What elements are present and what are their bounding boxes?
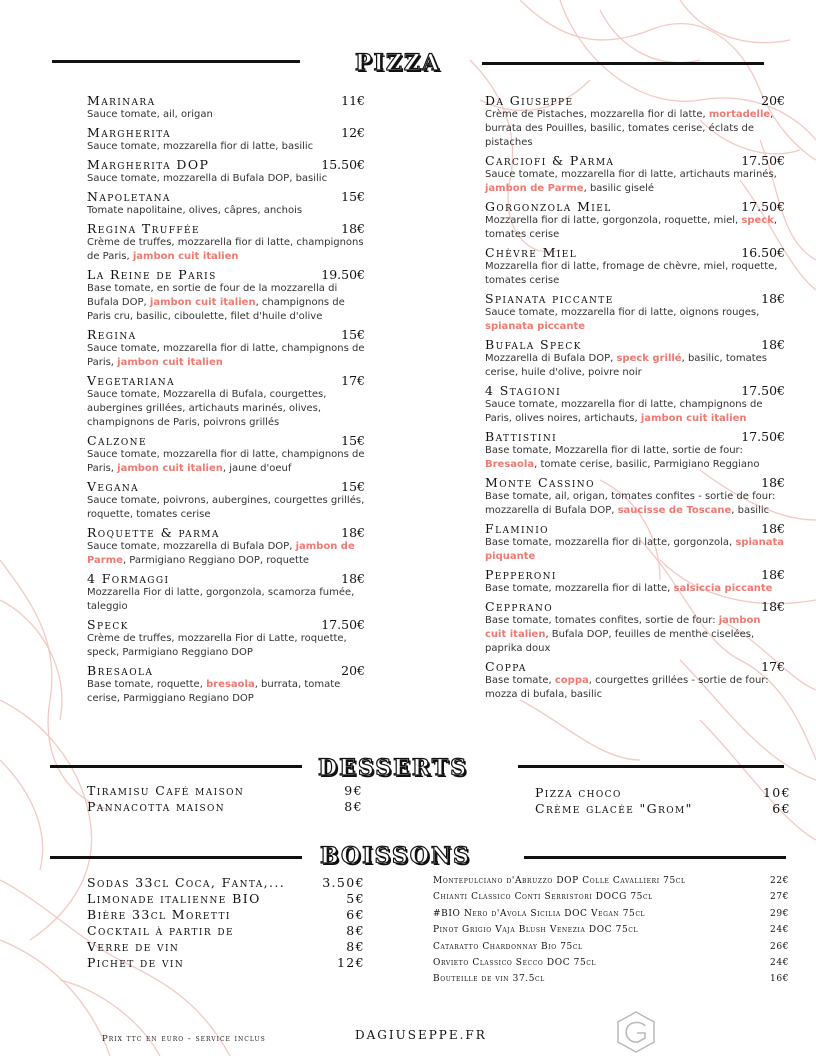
item-description <box>87 448 367 476</box>
item-price: 17.50€ <box>741 383 785 398</box>
highlight-ingredient: salsiccia piccante <box>673 583 773 594</box>
menu-item <box>485 475 785 518</box>
description-text: Sauce tomate, mozzarella fior di latte, champignons de Paris, <box>87 343 365 368</box>
item-name: Da Giuseppe <box>485 93 574 108</box>
item-description <box>87 494 367 522</box>
description-text: Crème de Pistaches, mozzarella fior di latte, <box>485 109 709 120</box>
menu-item <box>485 567 785 596</box>
row-name: Verre de vin <box>87 939 180 954</box>
item-description <box>485 582 785 596</box>
footer-price-note: Prix ttc en euro - service inclus <box>102 1034 266 1044</box>
menu-item <box>485 659 785 702</box>
item-name: 4 Stagioni <box>485 383 562 398</box>
menu-row <box>87 891 365 907</box>
item-name: Coppa <box>485 659 527 674</box>
row-name: Limonade italienne BIO <box>87 891 261 906</box>
description-text: , burrata, tomate cerise, Parmiggiano Regiano DOP <box>87 679 341 704</box>
item-name: Pepperoni <box>485 567 557 582</box>
row-price: 3.50€ <box>322 875 365 890</box>
row-name: Sodas 33cl Coca, Fanta,... <box>87 875 286 890</box>
highlight-ingredient: jambon cuit italien <box>132 251 239 262</box>
item-description <box>485 490 785 518</box>
menu-item <box>87 93 367 122</box>
item-name: Bufala Speck <box>485 337 582 352</box>
boissons-section-title: BOISSONS <box>320 843 471 869</box>
description-text: Crème de truffes, mozzarella fior di latte, champignons de Paris, <box>87 237 364 262</box>
item-description <box>485 614 785 656</box>
description-text: Mozzarella fior di latte, fromage de chèvre, miel, roquette, tomates cerise <box>485 261 778 286</box>
row-price: 27€ <box>770 892 789 903</box>
highlight-ingredient: jambon de Parme <box>485 183 584 194</box>
item-description <box>87 282 367 324</box>
row-price: 8€ <box>346 939 365 954</box>
item-price: 11€ <box>341 93 365 108</box>
item-name: Calzone <box>87 433 147 448</box>
highlight-ingredient: jambon cuit italien <box>640 413 747 424</box>
menu-item <box>485 599 785 656</box>
item-name: La Reine de Paris <box>87 267 217 282</box>
description-text: Base tomate, mozzarella fior di latte, gorgonzola, <box>485 537 736 548</box>
item-name: Margherita DOP <box>87 157 210 172</box>
item-description <box>485 168 785 196</box>
highlight-ingredient: coppa <box>554 675 589 686</box>
row-price: 12€ <box>336 955 365 970</box>
row-name: Pannacotta maison <box>87 799 226 814</box>
item-price: 17€ <box>761 659 785 674</box>
item-name: Vegana <box>87 479 140 494</box>
menu-row <box>433 922 789 938</box>
description-text: Sauce tomate, mozzarella fior di latte, artichauts marinés, <box>485 169 777 180</box>
description-text: , tomate cerise, basilic, Parmigiano Reggiano <box>534 459 760 470</box>
row-name: Pizza choco <box>535 785 622 800</box>
description-text: Tomate napolitaine, olives, câpres, anchois <box>87 205 303 216</box>
description-text: , burrata des Pouilles, basilic, tomates cerise, éclats de pistaches <box>485 109 774 148</box>
item-description <box>87 204 367 218</box>
item-price: 18€ <box>761 521 785 536</box>
row-price: 8€ <box>346 923 365 938</box>
row-name: Bière 33cl Moretti <box>87 907 231 922</box>
row-name: Cataratto Chardonnay Bio 75cl <box>433 941 583 952</box>
pizza-rule-right <box>482 62 764 65</box>
menu-item <box>485 199 785 242</box>
item-name: Regina Truffée <box>87 221 201 236</box>
menu-item <box>485 291 785 334</box>
menu-row <box>433 906 789 922</box>
highlight-ingredient: speck grillé <box>616 353 682 364</box>
item-description <box>485 398 785 426</box>
menu-item <box>87 663 367 706</box>
row-price: 5€ <box>346 891 365 906</box>
menu-item <box>87 189 367 218</box>
boissons-rule-right <box>524 856 786 859</box>
menu-item <box>87 221 367 264</box>
row-name: Pichet de vin <box>87 955 185 970</box>
menu-item <box>485 337 785 380</box>
item-description <box>87 586 367 614</box>
highlight-ingredient: jambon cuit italien <box>117 463 223 474</box>
item-price: 15€ <box>341 189 365 204</box>
highlight-ingredient: saucisse de Toscane <box>617 505 732 516</box>
highlight-ingredient: bresaola <box>206 679 255 690</box>
menu-row <box>433 955 789 971</box>
item-name: Margherita <box>87 125 172 140</box>
description-text: , Parmigiano Reggiano DOP, roquette <box>122 555 310 566</box>
row-price: 6€ <box>772 801 791 816</box>
description-text: Sauce tomate, mozzarella fior di latte, oignons rouges, <box>485 307 760 318</box>
item-price: 19.50€ <box>321 267 365 282</box>
g-logo-icon <box>612 1008 660 1056</box>
row-price: 8€ <box>344 799 363 814</box>
menu-row <box>433 971 789 987</box>
pizza-list-right <box>485 93 785 705</box>
menu-item <box>485 521 785 564</box>
item-name: Bresaola <box>87 663 154 678</box>
menu-row <box>433 889 789 905</box>
highlight-ingredient: jambon cuit italien <box>149 297 256 308</box>
menu-row <box>87 783 363 799</box>
item-price: 15€ <box>341 327 365 342</box>
item-description <box>87 172 367 186</box>
description-text: , basilic giselé <box>583 183 655 194</box>
item-price: 17€ <box>341 373 365 388</box>
item-name: Cepprano <box>485 599 553 614</box>
description-text: , jaune d'oeuf <box>222 463 292 474</box>
description-text: Base tomate, ail, origan, tomates confites - sortie de four: mozzarella di Bufala DOP, <box>485 491 776 516</box>
menu-item <box>87 327 367 370</box>
menu-row <box>87 923 365 939</box>
row-name: Crème glacée "Grom" <box>535 801 693 816</box>
description-text: Sauce tomate, poivrons, aubergines, courgettes grillés, roquette, tomates cerise <box>87 495 365 520</box>
menu-row <box>87 875 365 891</box>
item-price: 20€ <box>341 663 365 678</box>
item-description <box>485 108 785 150</box>
item-price: 18€ <box>761 599 785 614</box>
menu-item <box>87 525 367 568</box>
highlight-ingredient: spianata piccante <box>485 321 586 332</box>
item-name: 4 Formaggi <box>87 571 170 586</box>
row-price: 22€ <box>770 876 789 886</box>
desserts-rule-left <box>50 765 302 768</box>
description-text: , tomates cerise <box>485 215 778 240</box>
item-price: 18€ <box>341 571 365 586</box>
desserts-rule-right <box>518 765 784 768</box>
boissons-rule-left <box>50 856 302 859</box>
pizza-list-left <box>87 93 367 709</box>
row-name: #BIO Nero d'Avola Sicilia DOC Vegan 75cl <box>433 908 646 919</box>
highlight-ingredient: mortadelle <box>708 109 771 120</box>
description-text: Sauce tomate, mozzarella fior di latte, champignons de Paris, olives noires, artichauts, <box>485 399 763 424</box>
description-text: , courgettes grillées - sortie de four: mozza di bufala, basilic <box>485 675 769 700</box>
pizza-rule-left <box>52 60 300 63</box>
item-description <box>87 388 367 430</box>
item-price: 15.50€ <box>321 157 365 172</box>
item-description <box>485 444 785 472</box>
row-price: 29€ <box>770 908 789 919</box>
item-price: 18€ <box>761 291 785 306</box>
item-name: Flaminio <box>485 521 549 536</box>
highlight-ingredient: speck <box>741 215 774 226</box>
menu-item <box>87 433 367 476</box>
item-name: Battistini <box>485 429 558 444</box>
item-name: Regina <box>87 327 137 342</box>
item-name: Monte Cassino <box>485 475 595 490</box>
item-price: 20€ <box>761 93 785 108</box>
menu-item <box>485 93 785 150</box>
description-text: Base tomate, <box>485 675 555 686</box>
item-price: 18€ <box>761 567 785 582</box>
description-text: Crème de truffes, mozzarella Fior di Latte, roquette, speck, Parmigiano Reggiano DOP <box>87 633 347 658</box>
row-price: 26€ <box>770 941 789 952</box>
menu-item <box>87 373 367 430</box>
menu-item <box>87 479 367 522</box>
menu-row <box>535 785 791 801</box>
menu-item <box>485 429 785 472</box>
menu-row <box>87 939 365 955</box>
row-price: 24€ <box>770 958 789 969</box>
item-price: 17.50€ <box>741 429 785 444</box>
item-description <box>87 140 367 154</box>
item-description <box>87 678 367 706</box>
pizza-section-title: PIZZA <box>355 50 442 76</box>
description-text: Mozzarella Fior di latte, gorgonzola, scamorza fumée, taleggio <box>87 587 355 612</box>
row-price: 6€ <box>346 907 365 922</box>
highlight-ingredient: jambon cuit italien <box>485 615 761 640</box>
menu-row <box>87 799 363 815</box>
item-description <box>87 236 367 264</box>
description-text: Sauce tomate, mozzarella fior di latte, champignons de Paris, <box>87 449 365 474</box>
item-price: 17.50€ <box>741 199 785 214</box>
description-text: , champignons de Paris cru, basilic, ciboulette, filet d'huile d'olive <box>87 297 345 322</box>
description-text: Base tomate, tomates confites, sortie de four: <box>485 615 719 626</box>
item-description <box>485 306 785 334</box>
item-description <box>87 108 367 122</box>
item-price: 12€ <box>341 125 365 140</box>
menu-item <box>485 245 785 288</box>
item-price: 18€ <box>761 475 785 490</box>
row-name: Bouteille de vin 37.5cl <box>433 974 545 985</box>
boissons-list-left <box>87 875 365 971</box>
description-text: , basilic <box>731 505 770 516</box>
description-text: Base tomate, en sortie de four de la mozzarella di Bufala DOP, <box>87 283 338 308</box>
description-text: Sauce tomate, Mozzarella di Bufala, courgettes, aubergines grillées, artichauts marinés, olives, champignons de Paris, poivrons grillés <box>87 389 327 428</box>
highlight-ingredient: jambon cuit italien <box>117 357 223 368</box>
description-text: Sauce tomate, mozzarella di Bufala DOP, <box>87 541 296 552</box>
row-name: Pinot Grigio Vaja Blush Venezia DOC 75cl <box>433 925 639 936</box>
description-text: Sauce tomate, mozzarella di Bufala DOP, basilic <box>87 173 328 184</box>
menu-item <box>87 617 367 660</box>
boissons-list-right <box>433 873 789 988</box>
menu-item <box>87 125 367 154</box>
item-price: 16.50€ <box>741 245 785 260</box>
item-price: 18€ <box>341 221 365 236</box>
item-name: Gorgonzola Miel <box>485 199 612 214</box>
item-description <box>87 342 367 370</box>
description-text: Mozzarella fior di latte, gorgonzola, roquette, miel, <box>485 215 742 226</box>
highlight-ingredient: jambon de Parme <box>87 541 355 566</box>
item-description <box>87 632 367 660</box>
description-text: Base tomate, Mozzarella fior di latte, sortie de four: <box>485 445 743 456</box>
item-price: 17.50€ <box>321 617 365 632</box>
row-name: Chianti Classico Conti Serristori DOCG 75cl <box>433 892 653 903</box>
description-text: Base tomate, roquette, <box>87 679 207 690</box>
item-name: Carciofi & Parma <box>485 153 615 168</box>
row-name: Orvieto Classico Secco DOC 75cl <box>433 958 597 969</box>
description-text: Base tomate, mozzarella fior di latte, <box>485 583 674 594</box>
item-name: Vegetariana <box>87 373 175 388</box>
item-description <box>87 540 367 568</box>
menu-item <box>485 383 785 426</box>
item-name: Chèvre Miel <box>485 245 578 260</box>
item-name: Marinara <box>87 93 156 108</box>
menu-row <box>535 801 791 817</box>
row-name: Tiramisu Café maison <box>87 783 245 798</box>
item-price: 15€ <box>341 479 365 494</box>
item-name: Roquette & parma <box>87 525 220 540</box>
desserts-list-left <box>87 783 363 815</box>
description-text: Sauce tomate, ail, origan <box>87 109 213 120</box>
item-description <box>485 536 785 564</box>
item-price: 17.50€ <box>741 153 785 168</box>
item-description <box>485 674 785 702</box>
menu-item <box>87 157 367 186</box>
item-description <box>485 352 785 380</box>
item-price: 18€ <box>761 337 785 352</box>
row-name: Cocktail à partir de <box>87 923 234 938</box>
item-price: 18€ <box>341 525 365 540</box>
highlight-ingredient: Bresaola <box>485 459 535 470</box>
item-name: Spianata piccante <box>485 291 614 306</box>
highlight-ingredient: spianata piquante <box>485 537 785 562</box>
footer-website-link[interactable]: DAGIUSEPPE.FR <box>355 1028 487 1042</box>
item-price: 15€ <box>341 433 365 448</box>
row-price: 9€ <box>344 783 363 798</box>
item-description <box>485 214 785 242</box>
item-name: Napoletana <box>87 189 171 204</box>
menu-item <box>87 267 367 324</box>
item-description <box>485 260 785 288</box>
row-price: 24€ <box>770 925 789 936</box>
description-text: Mozzarella di Bufala DOP, <box>485 353 617 364</box>
menu-row <box>87 955 365 971</box>
desserts-section-title: DESSERTS <box>318 755 469 781</box>
menu-item <box>485 153 785 196</box>
row-name: Montepulciano d'Abruzzo DOP Colle Cavallieri 75cl <box>433 876 686 886</box>
row-price: 10€ <box>762 785 791 800</box>
description-text: Sauce tomate, mozzarella fior di latte, basilic <box>87 141 314 152</box>
item-name: Speck <box>87 617 129 632</box>
menu-item <box>87 571 367 614</box>
description-text: , basilic, tomates cerise, huile d'olive, poivre noir <box>485 353 768 378</box>
desserts-list-right <box>535 785 791 817</box>
menu-row <box>433 873 789 889</box>
description-text: , Bufala DOP, feuilles de menthe ciselées, paprika doux <box>485 629 755 654</box>
menu-row <box>433 939 789 955</box>
row-price: 16€ <box>770 974 789 985</box>
menu-row <box>87 907 365 923</box>
